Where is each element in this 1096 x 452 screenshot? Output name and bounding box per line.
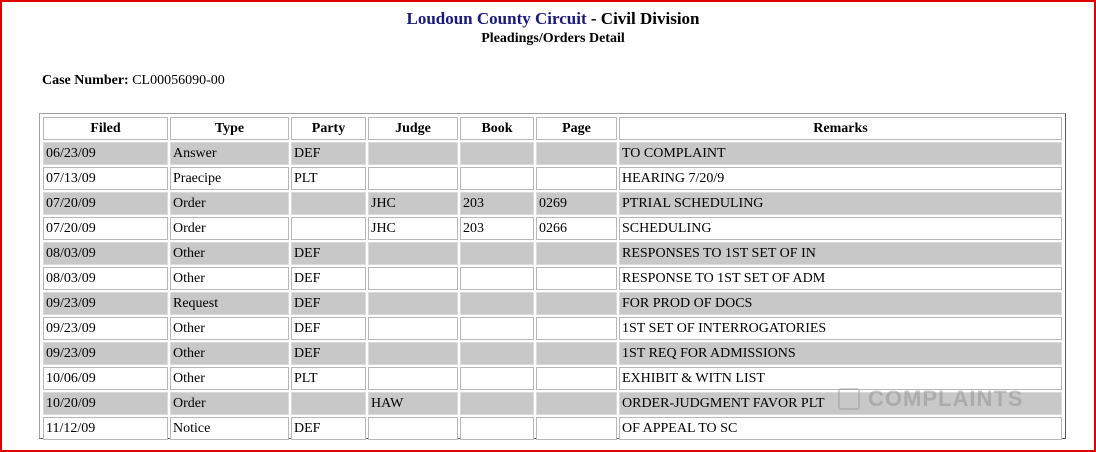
cell-judge [368,242,458,265]
cell-type: Other [170,342,289,365]
cell-type: Other [170,267,289,290]
watermark-text: COMPLAINTS [868,386,1024,411]
cell-filed: 07/20/09 [43,192,168,215]
cell-remarks: 1ST REQ FOR ADMISSIONS [619,342,1062,365]
cell-page [536,167,617,190]
cell-party: PLT [291,367,366,390]
cell-party: DEF [291,267,366,290]
cell-remarks: SCHEDULING [619,217,1062,240]
cell-page [536,417,617,440]
table-row [43,292,1062,315]
cell-judge [368,142,458,165]
cell-remarks: FOR PROD OF DOCS [619,292,1062,315]
cell-page [536,242,617,265]
cell-filed: 09/23/09 [43,342,168,365]
cell-judge [368,167,458,190]
cell-judge: HAW [368,392,458,415]
cell-party: PLT [291,167,366,190]
column-header-remarks[interactable]: Remarks [619,117,1062,140]
cell-filed: 07/13/09 [43,167,168,190]
cell-filed: 09/23/09 [43,317,168,340]
cell-remarks: EXHIBIT & WITN LIST [619,367,1062,390]
table-row [43,342,1062,365]
cell-page: 0266 [536,217,617,240]
cell-remarks: TO COMPLAINT [619,142,1062,165]
table-header-row [43,117,1062,140]
cell-filed: 10/06/09 [43,367,168,390]
cell-book [460,242,534,265]
cell-page [536,142,617,165]
cell-judge [368,317,458,340]
court-name: Loudoun County Circuit [406,9,587,28]
cell-page [536,292,617,315]
cell-page [536,392,617,415]
table-row [43,417,1062,440]
cell-party: DEF [291,342,366,365]
cell-book [460,142,534,165]
cell-book [460,317,534,340]
column-header-filed[interactable]: Filed [43,117,168,140]
table-row [43,192,1062,215]
cell-page [536,317,617,340]
cell-type: Other [170,317,289,340]
cell-filed: 06/23/09 [43,142,168,165]
cell-party [291,217,366,240]
page-title [0,8,1096,30]
cell-party: DEF [291,317,366,340]
cell-party: DEF [291,417,366,440]
cell-book [460,342,534,365]
column-header-book[interactable]: Book [460,117,534,140]
case-number-value: CL00056090-00 [132,73,225,88]
cell-book: 203 [460,217,534,240]
cell-filed: 08/03/09 [43,267,168,290]
cell-judge [368,417,458,440]
cell-page [536,367,617,390]
cell-type: Answer [170,142,289,165]
cell-judge [368,292,458,315]
cell-type: Notice [170,417,289,440]
cell-type: Other [170,367,289,390]
cell-judge: JHC [368,217,458,240]
page-subtitle: Pleadings/Orders Detail [481,31,625,46]
cell-judge [368,342,458,365]
table-row [43,167,1062,190]
cell-party [291,192,366,215]
cell-filed: 07/20/09 [43,217,168,240]
column-header-party[interactable]: Party [291,117,366,140]
table-row [43,242,1062,265]
cell-filed: 10/20/09 [43,392,168,415]
table-row [43,392,1062,415]
column-header-page[interactable]: Page [536,117,617,140]
cell-book [460,292,534,315]
cell-remarks: ORDER-JUDGMENT FAVOR PLT [619,392,1062,415]
cell-filed: 08/03/09 [43,242,168,265]
cell-remarks: HEARING 7/20/9 [619,167,1062,190]
table-row [43,317,1062,340]
cell-book: 203 [460,192,534,215]
cell-remarks: 1ST SET OF INTERROGATORIES [619,317,1062,340]
column-header-type[interactable]: Type [170,117,289,140]
table-row [43,142,1062,165]
cell-page: 0269 [536,192,617,215]
cell-judge [368,367,458,390]
cell-book [460,267,534,290]
cell-judge [368,267,458,290]
case-number-line [42,72,225,90]
column-header-judge[interactable]: Judge [368,117,458,140]
pleadings-table [41,115,1064,442]
table-row [43,367,1062,390]
cell-remarks: RESPONSE TO 1ST SET OF ADM [619,267,1062,290]
cell-remarks: PTRIAL SCHEDULING [619,192,1062,215]
cell-filed: 09/23/09 [43,292,168,315]
cell-party: DEF [291,142,366,165]
cell-type: Order [170,217,289,240]
cell-party: DEF [291,292,366,315]
cell-judge: JHC [368,192,458,215]
cell-type: Request [170,292,289,315]
cell-book [460,392,534,415]
cell-filed: 11/12/09 [43,417,168,440]
cell-page [536,267,617,290]
cell-type: Other [170,242,289,265]
cell-page [536,342,617,365]
cell-party [291,392,366,415]
page-header [0,8,1096,48]
table-row [43,217,1062,240]
cell-type: Order [170,392,289,415]
cell-type: Order [170,192,289,215]
title-separator: - [586,9,601,28]
table-row [43,267,1062,290]
cell-type: Praecipe [170,167,289,190]
cell-remarks: RESPONSES TO 1ST SET OF IN [619,242,1062,265]
cell-party: DEF [291,242,366,265]
case-number-label: Case Number: [42,73,129,88]
division-name: Civil Division [600,9,700,28]
pleadings-table-container [39,113,1066,439]
cell-book [460,417,534,440]
cell-book [460,367,534,390]
cell-remarks: OF APPEAL TO SC [619,417,1062,440]
cell-book [460,167,534,190]
